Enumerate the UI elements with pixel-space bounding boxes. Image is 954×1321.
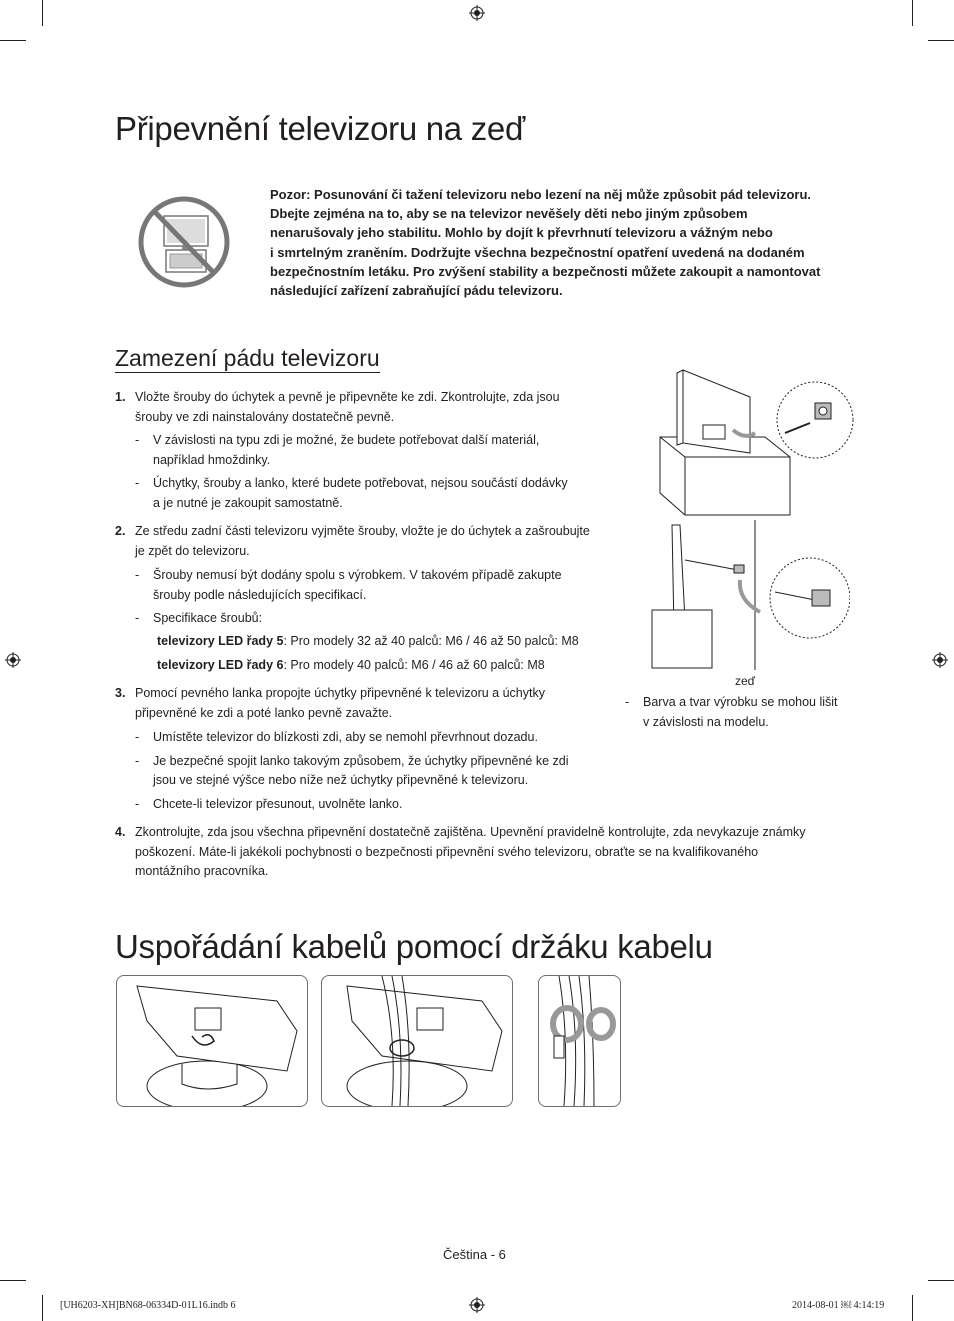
- no-climbing-tv-icon: [136, 194, 232, 290]
- sub-item: - Šrouby nemusí být dodány spolu s výrobkem. V takovém případě zakupte šrouby podle následujících specifikací.: [135, 568, 562, 602]
- step-number: 3.: [115, 686, 126, 700]
- cable-holder-step-2-image: [321, 975, 513, 1107]
- crop-mark: [928, 40, 954, 41]
- section-title: Uspořádání kabelů pomocí držáku kabelu: [115, 928, 713, 965]
- section-title: Připevnění televizoru na zeď: [115, 110, 525, 147]
- wall-label: zeď: [735, 674, 756, 688]
- step-3-subs: [115, 728, 615, 814]
- tv-wall-tether-illustration: [640, 520, 850, 672]
- step-1-subs: [115, 431, 615, 513]
- sub-item: - V závislosti na typu zdi je možné, že budete potřebovat další materiál, například hmoždinky.: [135, 433, 540, 467]
- step-3: 3. Pomocí pevného lanka propojte úchytky připevněné k televizoru a úchytky připevněné ke zdi a poté lanko pevně zavažte.: [115, 686, 545, 720]
- sub-item: - Úchytky, šrouby a lanko, které budete potřebovat, nejsou součástí dodávky a je nutné je zakoupit samostatně.: [135, 476, 568, 510]
- crop-mark: [912, 1295, 913, 1321]
- screw-spec: televizory LED řady 6: Pro modely 40 palců: M6 / 46 až 60 palců: M8: [157, 657, 545, 672]
- registration-mark-icon: [5, 652, 21, 668]
- crop-mark: [0, 40, 26, 41]
- sub-item: - Chcete-li televizor přesunout, uvolněte lanko.: [135, 796, 403, 811]
- registration-mark-icon: [469, 1297, 485, 1313]
- step-number: 1.: [115, 390, 126, 404]
- cable-holder-step-3-image: [538, 975, 621, 1107]
- print-slug-right: 2014-08-01 ￼ 4:14:19: [792, 1300, 885, 1311]
- registration-mark-icon: [469, 5, 485, 21]
- step-2: 2. Ze středu zadní části televizoru vyjměte šrouby, vložte je do úchytek a zašroubujte je zpět do televizoru.: [115, 524, 590, 558]
- step-number: 2.: [115, 524, 126, 538]
- screw-spec: televizory LED řady 5: Pro modely 32 až 40 palců: M6 / 46 až 50 palců: M8: [157, 633, 579, 648]
- sub-item: - Specifikace šroubů:: [135, 611, 263, 625]
- model-note: - Barva a tvar výrobku se mohou lišit v závislosti na modelu.: [625, 695, 838, 729]
- registration-mark-icon: [932, 652, 948, 668]
- crop-mark: [0, 1280, 26, 1281]
- sub-item: - Je bezpečné spojit lanko takovým způsobem, že úchytky připevněné ke zdi jsou ve stejné výšce nebo níže než úchytky připevněné k televizoru.: [135, 753, 569, 787]
- crop-mark: [928, 1280, 954, 1281]
- sub-item: - Umístěte televizor do blízkosti zdi, aby se nemohl převrhnout dozadu.: [135, 730, 538, 744]
- step-4: 4. Zkontrolujte, zda jsou všechna připevnění dostatečně zajištěna. Upevnění pravidelně kontrolujte, zda nevykazuje známky poškození. Máte-li jakékoli pochybnosti o bezpečnosti připevnění svého televizoru, obraťte se na kvalifikovaného montážního pracovníka.: [115, 825, 806, 878]
- cable-holder-step-1-image: [116, 975, 308, 1107]
- step-number: 4.: [115, 825, 126, 839]
- crop-mark: [42, 1295, 43, 1321]
- page-number: Čeština - 6: [443, 1247, 506, 1262]
- tv-stand-anchor-illustration: [655, 365, 855, 520]
- step-1: 1. Vložte šrouby do úchytek a pevně je připevněte ke zdi. Zkontrolujte, zda jsou šrouby ve zdi nainstalovány dostatečně pevně.: [115, 390, 560, 424]
- subsection-title: Zamezení pádu televizoru: [115, 345, 380, 371]
- warning-text: Pozor: Posunování či tažení televizoru nebo lezení na něj může způsobit pád televizoru. Dbejte zejména na to, aby se na televizor nevěšely děti nebo jiným způsobem nenarušovaly jeho stabilitu. Mohlo by dojít k převrhnutí televizoru a vážným nebo i smrtelným zraněním. Dodržujte všechna bezpečnostní opatření uvedená na dodaném bezpečnostním letáku. Pro zvýšení stability a bezpečnosti můžete zakoupit a namontovat následující zařízení zabraňující pádu televizoru.: [270, 187, 821, 299]
- print-slug-left: [UH6203-XH]BN68-06334D-01L16.indb 6: [60, 1300, 236, 1311]
- step-2-subs: [115, 566, 615, 677]
- crop-mark: [912, 0, 913, 26]
- crop-mark: [42, 0, 43, 26]
